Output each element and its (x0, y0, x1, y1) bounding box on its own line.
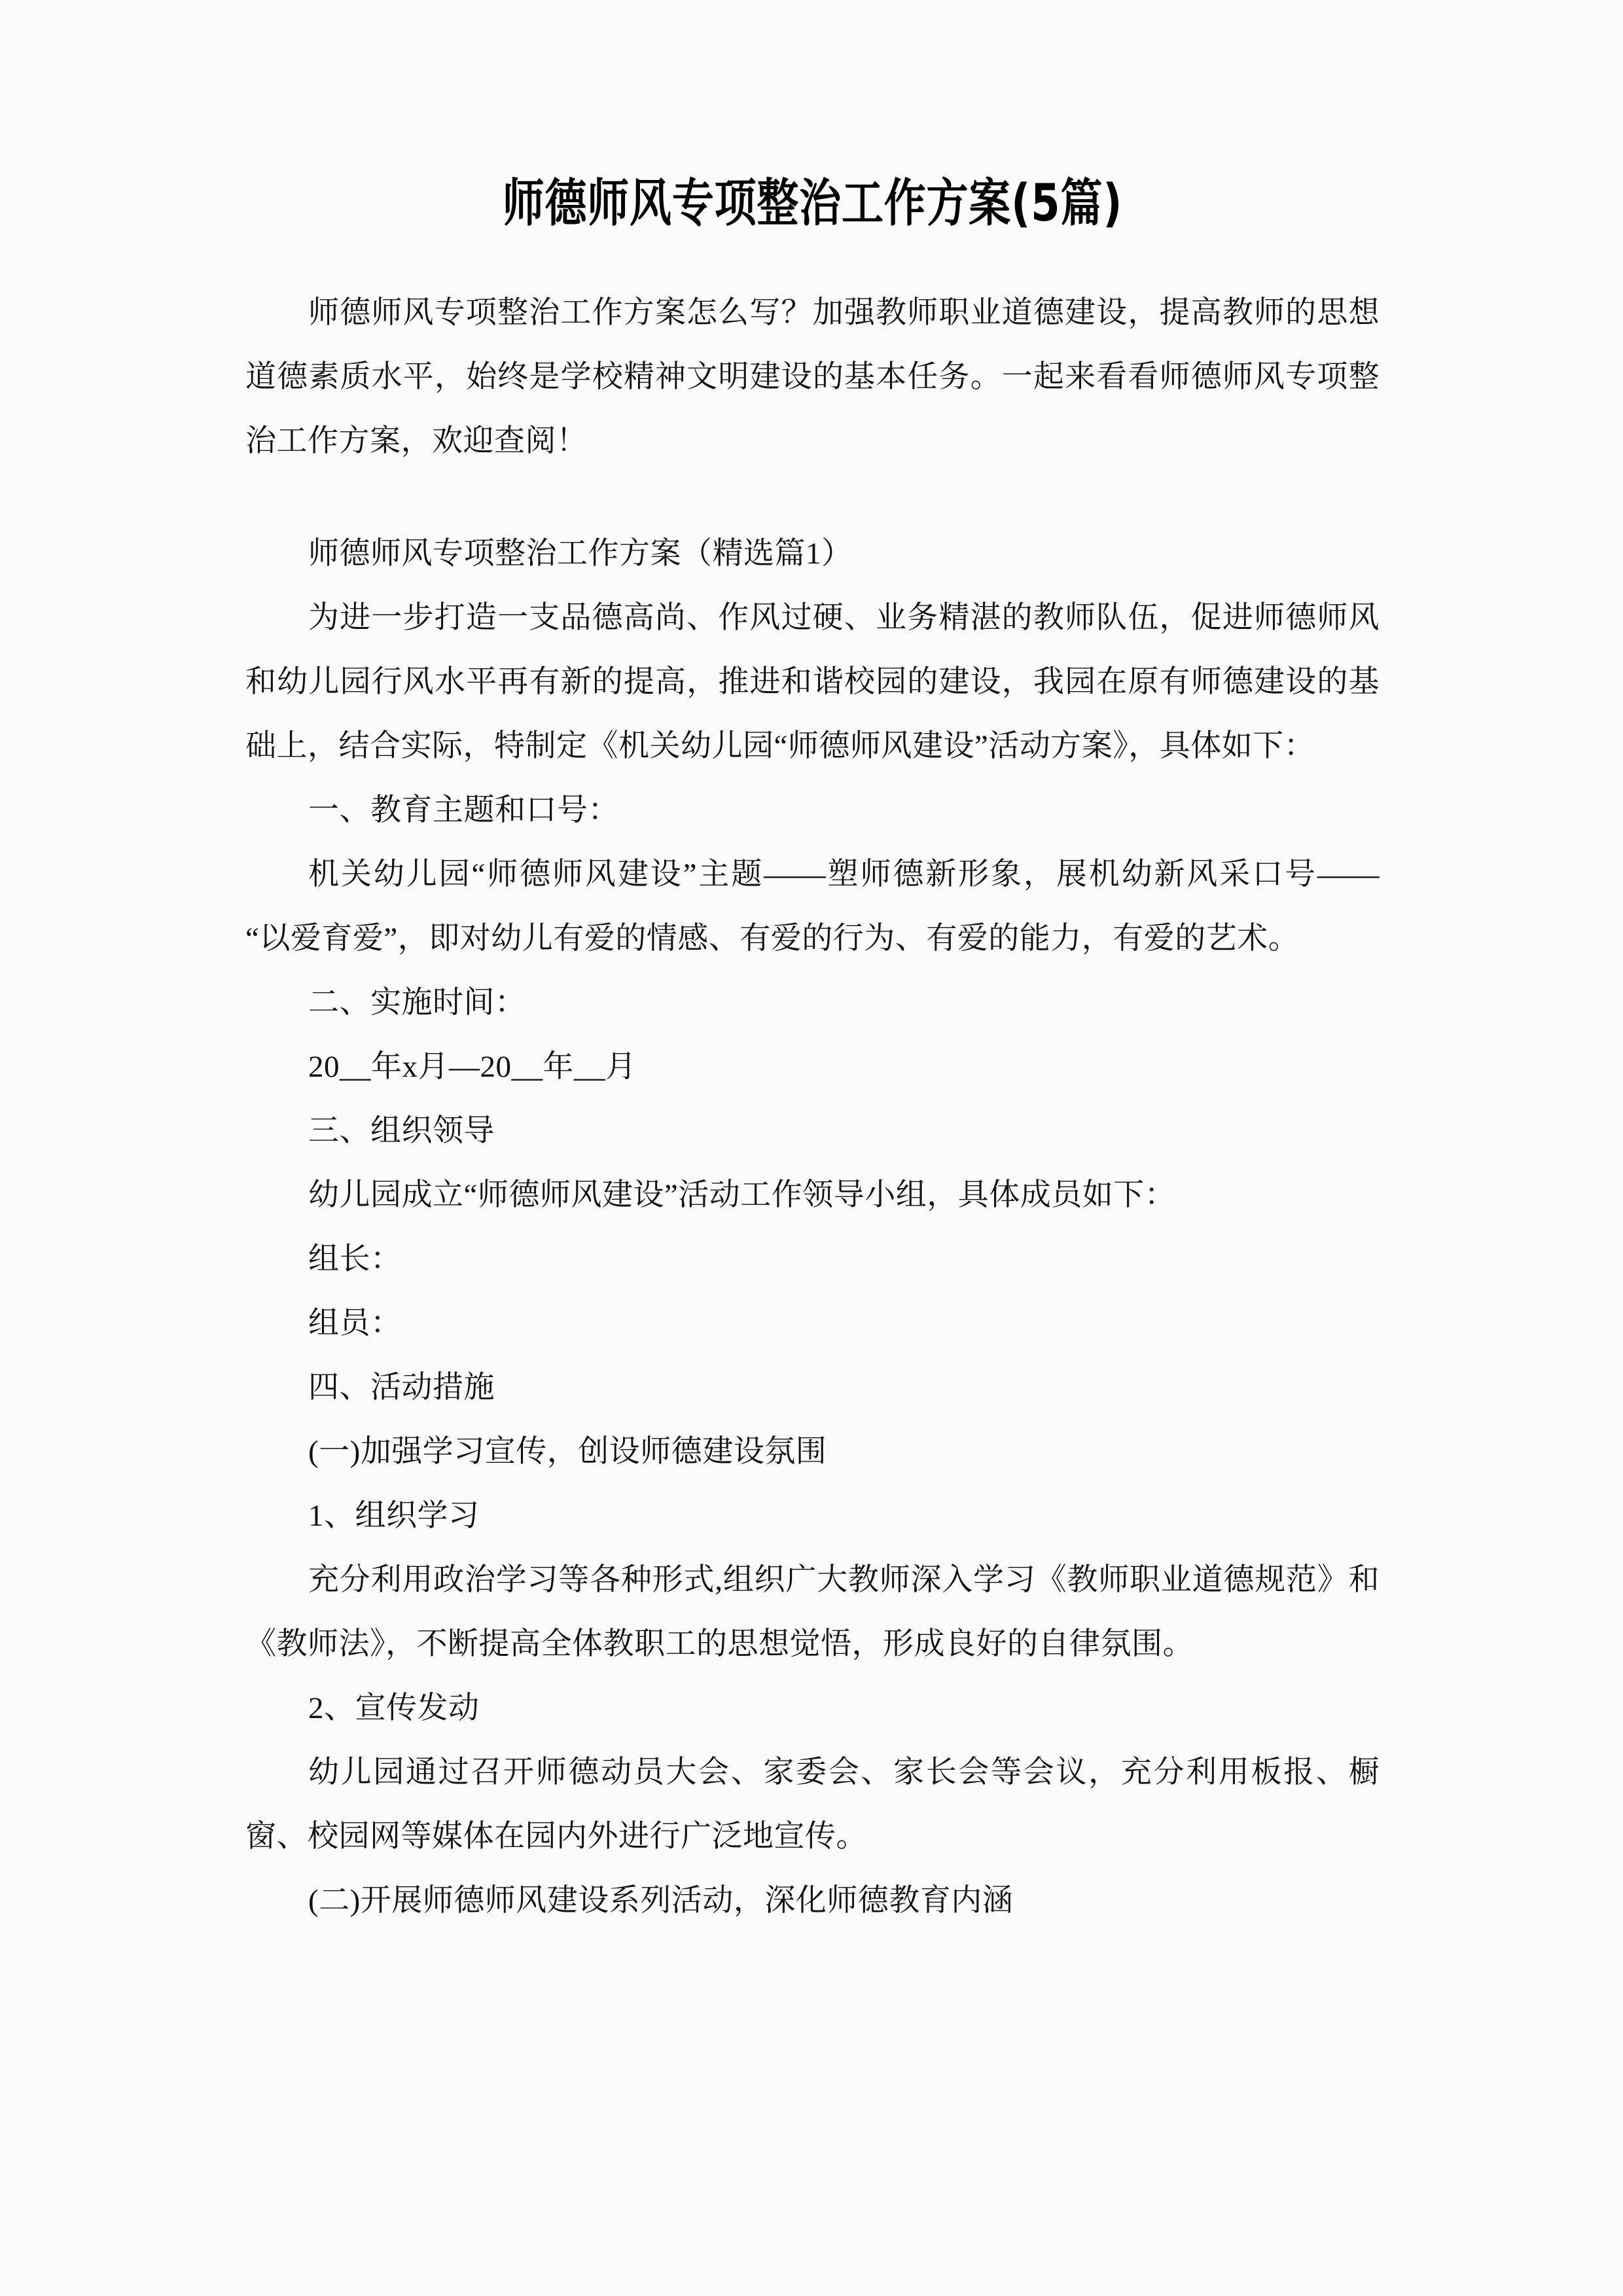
heading-two: 二、实施时间： (308, 986, 526, 1020)
group-member-label: 组员： (308, 1306, 402, 1341)
paragraph-list (245, 586, 1380, 1933)
heading-one: 一、教育主题和口号： (308, 793, 619, 828)
measure-one-item-two-body: 幼儿园通过召开师德动员大会、家委会、家长会等会议，充分利用板报、橱窗、校园网等媒体在园内外进行广泛地宣传。 (245, 1755, 1380, 1854)
measure-one-item-one-body: 充分利用政治学习等各种形式,组织广大教师深入学习《教师职业道德规范》和《教师法》，不断提高全体教职工的思想觉悟，形成良好的自律氛围。 (245, 1563, 1380, 1662)
implementation-period: 20__年x月—20__年__月 (308, 1050, 637, 1085)
measure-one-item-one: 1、组织学习 (308, 1499, 480, 1534)
measure-one-heading: (一)加强学习宣传，创设师德建设氛围 (308, 1435, 827, 1469)
intro-paragraph: 师德师风专项整治工作方案怎么写？加强教师职业道德建设，提高教师的思想道德素质水平，始终是学校精神文明建设的基本任务。一起来看看师德师风专项整治工作方案，欢迎查阅！ (245, 296, 1380, 459)
purpose-paragraph: 为进一步打造一支品德高尚、作风过硬、业务精湛的教师队伍，促进师德师风和幼儿园行风水平再有新的提高，推进和谐校园的建设，我园在原有师德建设的基础上，结合实际，特制定《机关幼儿园“师德师风建设”活动方案》，具体如下： (245, 601, 1380, 764)
group-leader-label: 组长： (308, 1242, 402, 1277)
section-heading: 师德师风专项整治工作方案（精选篇1） (308, 537, 853, 571)
page-title: 师德师风专项整治工作方案(5篇) (502, 174, 1123, 233)
measure-two-heading: (二)开展师德师风建设系列活动，深化师德教育内涵 (308, 1884, 1014, 1918)
leading-group-paragraph: 幼儿园成立“师德师风建设”活动工作领导小组，具体成员如下： (308, 1178, 1176, 1213)
theme-slogan-paragraph: 机关幼儿园“师德师风建设”主题——塑师德新形象，展机幼新风采口号—— “以爱育爱”，即对幼儿有爱的情感、有爱的行为、有爱的能力，有爱的艺术。 (245, 857, 1380, 956)
heading-four: 四、活动措施 (308, 1371, 495, 1405)
intro-bottom-spacer (245, 473, 1380, 522)
measure-one-item-two: 2、宣传发动 (308, 1691, 480, 1726)
title-bottom-spacer (245, 232, 1380, 281)
heading-three: 三、组织领导 (308, 1114, 495, 1149)
document-content-column (245, 0, 1380, 1933)
